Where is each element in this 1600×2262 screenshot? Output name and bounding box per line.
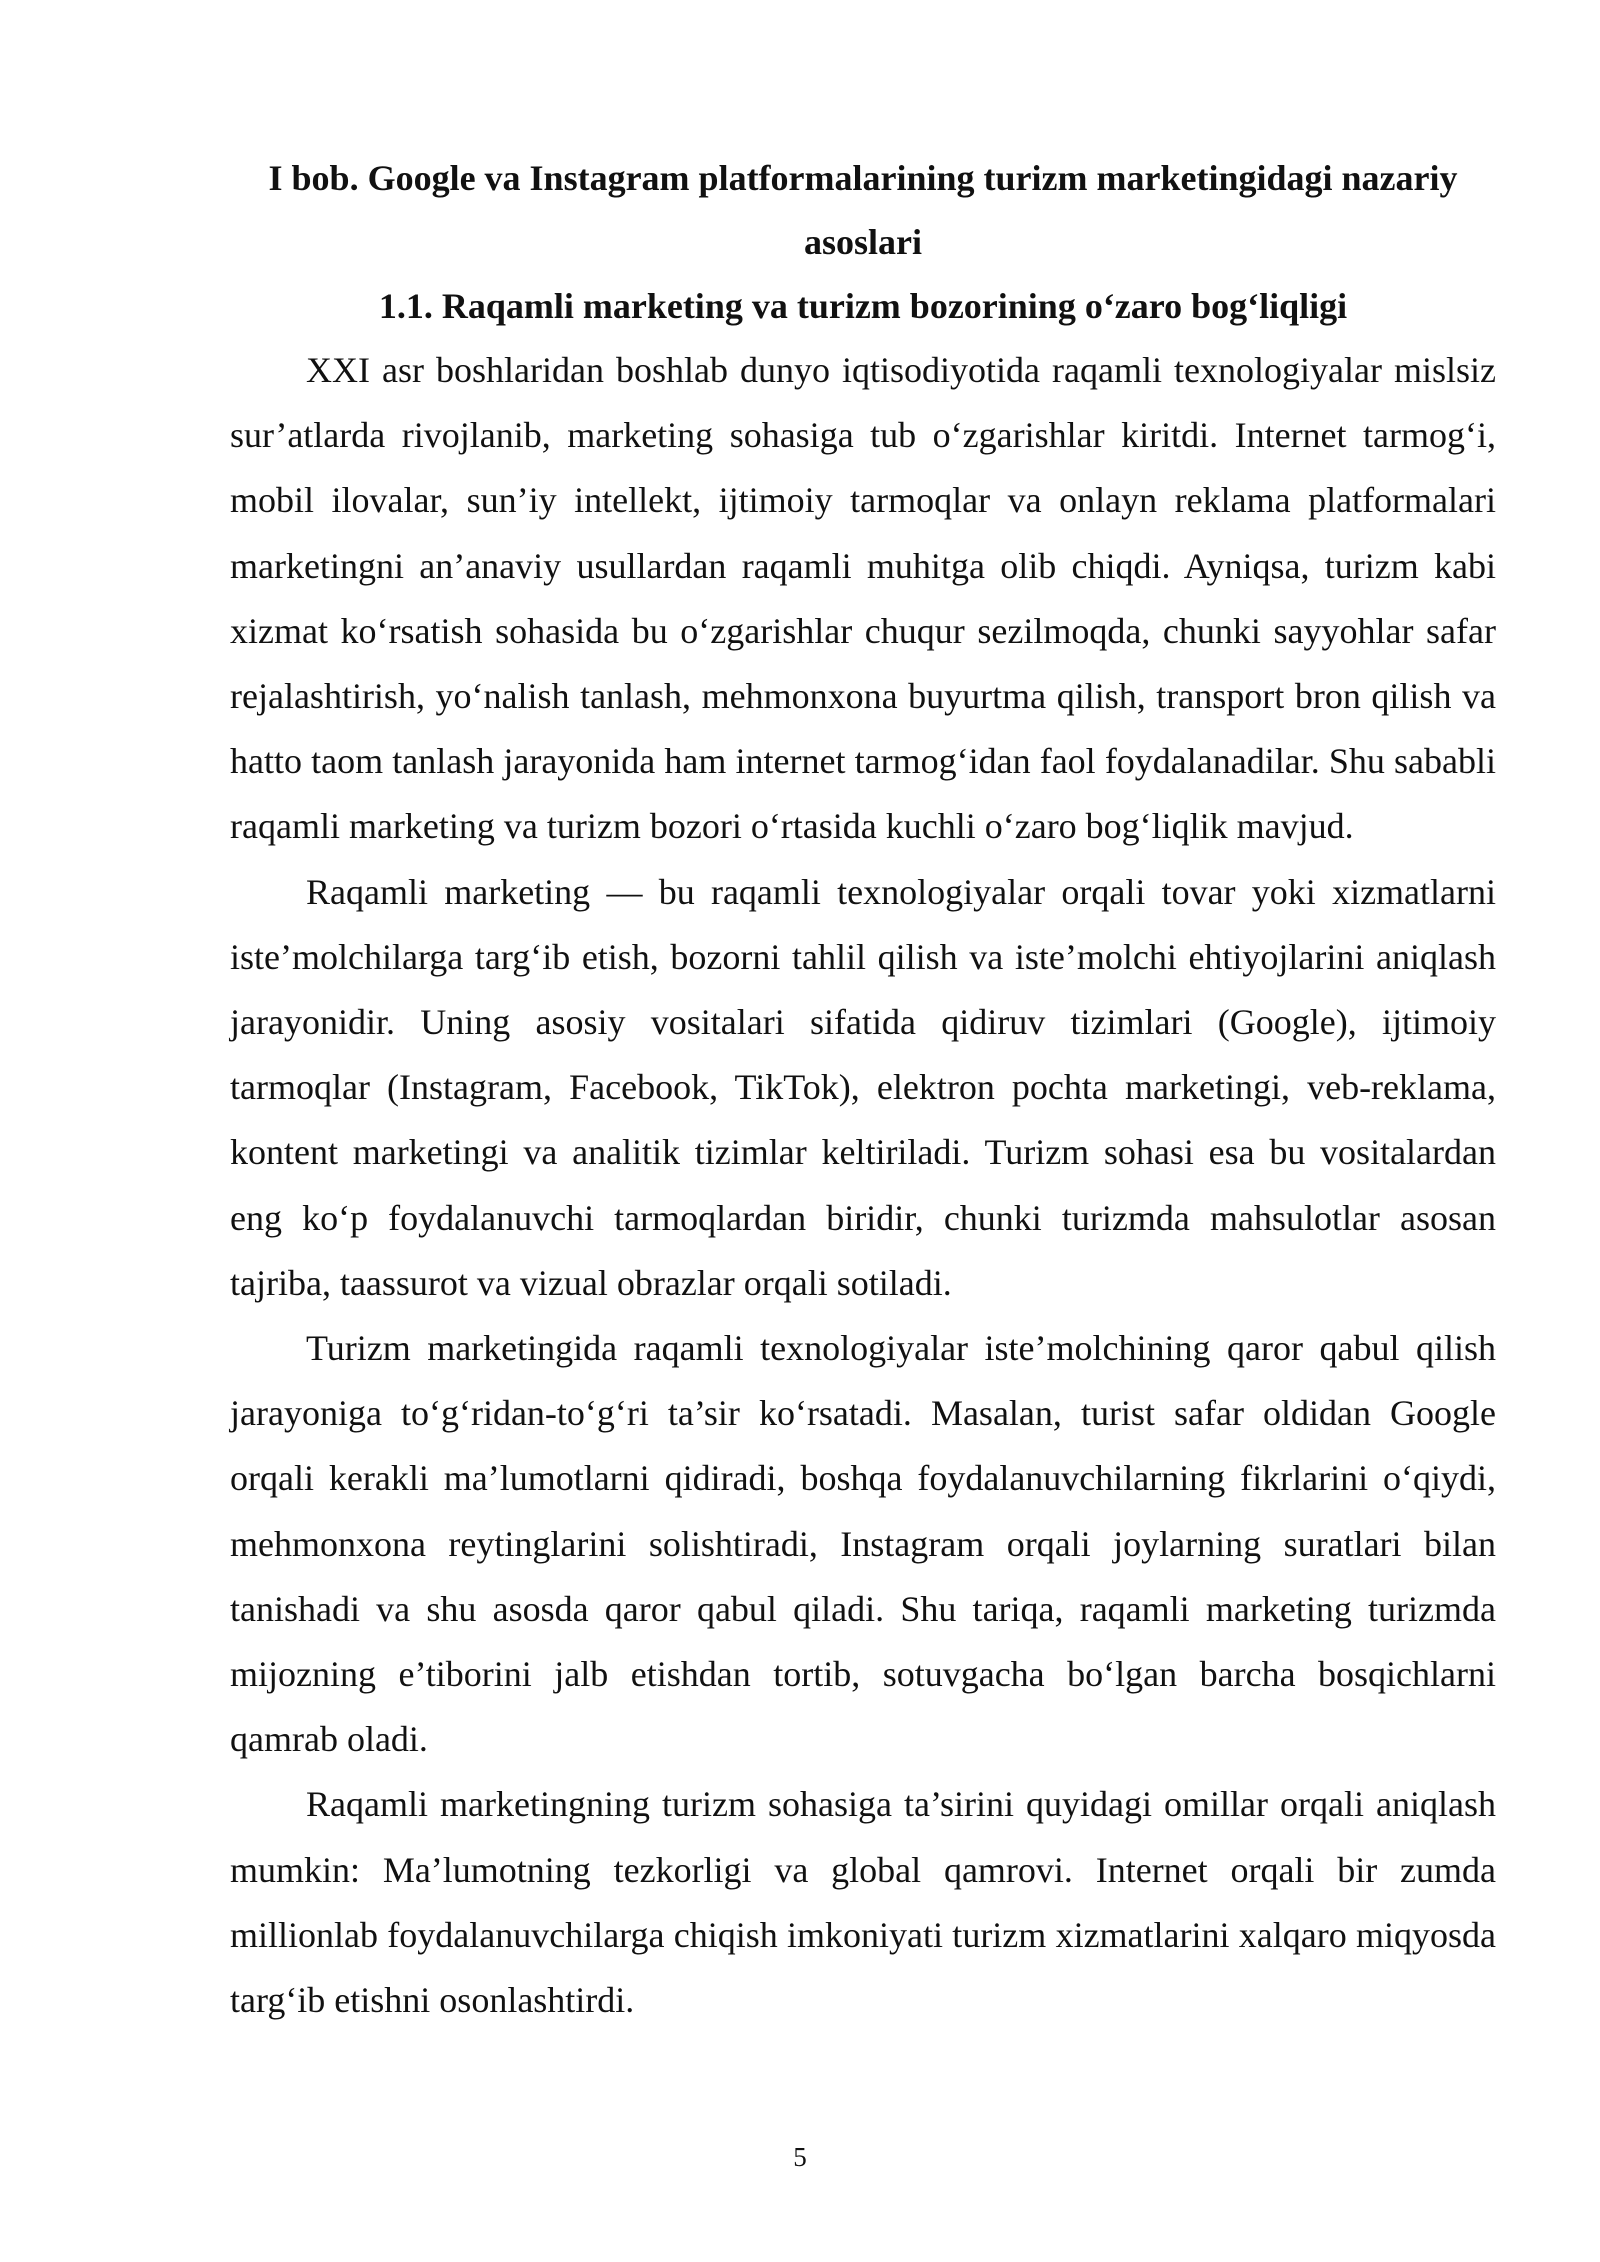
paragraph-4: Raqamli marketingning turizm sohasiga ta’sirini quyidagi omillar orqali aniqlash mumkin: Ma’lumotning tezkorligi va global qamrovi. Internet orqali bir zumda millionlab foydalanuvchilarga chiqish imkoniyati turizm xizmatlarini xalqaro miqyosda targ‘ib etishni osonlashtirdi. <box>230 1784 1496 2021</box>
chapter-title: I bob. Google va Instagram platformalarining turizm marketingidagi nazariy asoslari <box>268 158 1458 262</box>
paragraph-3: Turizm marketingida raqamli texnologiyalar iste’molchining qaror qabul qilish jarayoniga to‘g‘ridan-to‘g‘ri ta’sir ko‘rsatadi. Masalan, turist safar oldidan Google orqali kerakli ma’lumotlarni qidiradi, boshqa foydalanuvchilarning fikrlarini o‘qiydi, mehmonxona reytinglarini solishtiradi, Instagram orqali joylarning suratlari bilan tanishadi va shu asosda qaror qabul qiladi. Shu tariqa, raqamli marketing turizmda mijozning e’tiborini jalb etishdan tortib, sotuvgacha bo‘lgan barcha bosqichlarni qamrab oladi. <box>230 1328 1496 1760</box>
section-title: 1.1. Raqamli marketing va turizm bozorining o‘zaro bog‘liqligi <box>378 286 1348 326</box>
paragraph-1: XXI asr boshlaridan boshlab dunyo iqtisodiyotida raqamli texnologiyalar mislsiz sur’atlarda rivojlanib, marketing sohasiga tub o‘zgarishlar kiritdi. Internet tarmog‘i, mobil ilovalar, sun’iy intellekt, ijtimoiy tarmoqlar va onlayn reklama platformalari marketingni an’anaviy usullardan raqamli muhitga olib chiqdi. Ayniqsa, turizm kabi xizmat ko‘rsatish sohasida bu o‘zgarishlar chuqur sezilmoqda, chunki sayyohlar safar rejalashtirish, yo‘nalish tanlash, mehmonxona buyurtma qilish, transport bron qilish va hatto taom tanlash jarayonida ham internet tarmog‘idan faol foydalanadilar. Shu sababli raqamli marketing va turizm bozori o‘rtasida kuchli o‘zaro bog‘liqlik mavjud. <box>230 350 1496 847</box>
page-content <box>230 146 1496 2033</box>
page-number: 5 <box>793 2142 807 2172</box>
paragraph-2: Raqamli marketing — bu raqamli texnologiyalar orqali tovar yoki xizmatlarni iste’molchilarga targ‘ib etish, bozorni tahlil qilish va iste’molchi ehtiyojlarini aniqlash jarayonidir. Uning asosiy vositalari sifatida qidiruv tizimlari (Google), ijtimoiy tarmoqlar (Instagram, Facebook, TikTok), elektron pochta marketingi, veb-reklama, kontent marketingi va analitik tizimlar keltiriladi. Turizm sohasi esa bu vositalardan eng ko‘p foydalanuvchi tarmoqlardan biridir, chunki turizmda mahsulotlar asosan tajriba, taassurot va vizual obrazlar orqali sotiladi. <box>230 871 1496 1303</box>
